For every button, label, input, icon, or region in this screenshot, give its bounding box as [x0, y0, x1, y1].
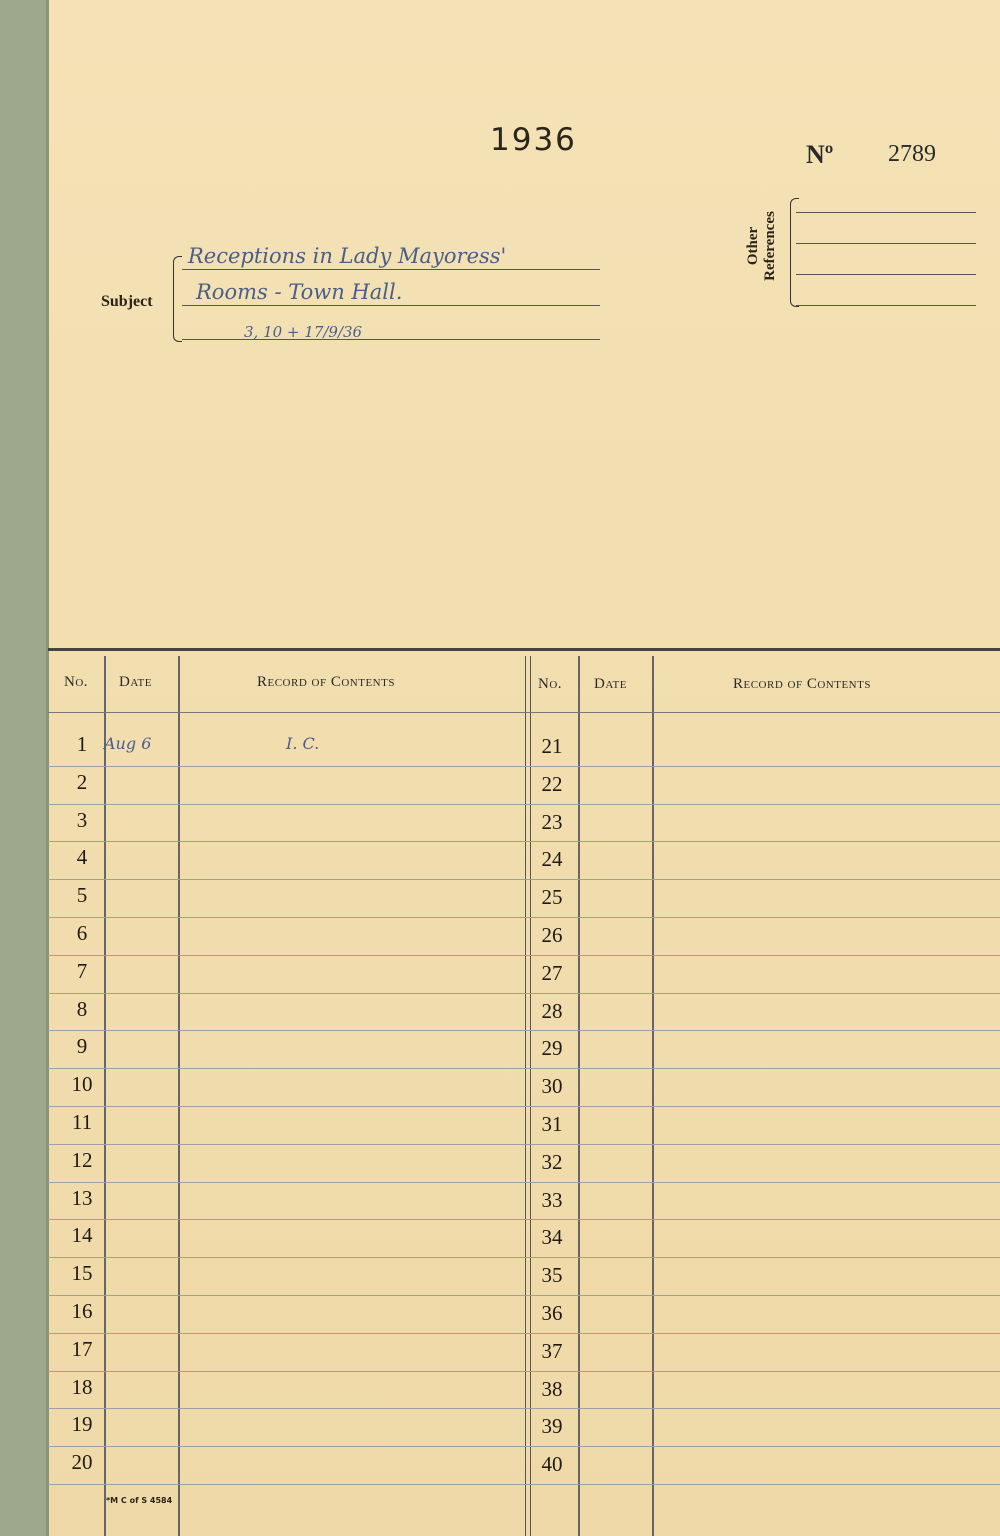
other-references-brace	[790, 198, 799, 307]
header-record-right: Record of Contents	[733, 676, 871, 692]
row-number-left: 8	[76, 997, 88, 1021]
subject-line-1	[182, 269, 600, 270]
row-rule	[48, 917, 1000, 918]
printer-mark: *M C of S 4584	[106, 1496, 173, 1505]
row-number-right: 25	[541, 885, 563, 909]
row-number-right: 38	[541, 1377, 563, 1401]
table-top-rule	[48, 648, 1000, 651]
row-number-left: 13	[71, 1186, 93, 1210]
row-rule	[48, 1068, 1000, 1069]
row-rule	[48, 1446, 1000, 1447]
col-divider-date-record-right	[652, 656, 654, 1536]
subject-line-2	[182, 305, 600, 306]
reference-line-2	[796, 243, 976, 244]
row-rule	[48, 993, 1000, 994]
file-number-value: 2789	[888, 141, 936, 167]
row-rule	[48, 1030, 1000, 1031]
row-number-left: 16	[71, 1299, 93, 1323]
header-rule	[48, 712, 1000, 713]
row-number-right: 24	[541, 847, 563, 871]
row-rule	[48, 955, 1000, 956]
reference-line-3	[796, 274, 976, 275]
row-rule	[48, 1182, 1000, 1183]
row-number-right: 31	[541, 1112, 563, 1136]
row-number-right: 36	[541, 1301, 563, 1325]
entry-1-date: Aug 6	[104, 734, 152, 753]
row-number-right: 35	[541, 1263, 563, 1287]
file-number-label: Nº	[806, 140, 834, 169]
row-rule	[48, 1484, 1000, 1485]
row-number-left: 10	[71, 1072, 93, 1096]
row-number-right: 37	[541, 1339, 563, 1363]
row-number-left: 14	[71, 1223, 93, 1247]
row-number-left: 3	[76, 808, 88, 832]
row-number-right: 30	[541, 1074, 563, 1098]
row-number-left: 2	[76, 770, 88, 794]
row-number-left: 12	[71, 1148, 93, 1172]
row-rule	[48, 766, 1000, 767]
row-number-left: 1	[76, 732, 88, 756]
binding-spine	[0, 0, 48, 1536]
row-number-left: 18	[71, 1375, 93, 1399]
header-date-left: Date	[119, 674, 152, 690]
row-number-right: 27	[541, 961, 563, 985]
row-number-left: 11	[71, 1110, 93, 1134]
row-rule	[48, 1257, 1000, 1258]
other-references-line2: References	[762, 211, 778, 281]
row-rule	[48, 1144, 1000, 1145]
subject-text-2: Rooms - Town Hall.	[196, 280, 403, 304]
row-number-right: 22	[541, 772, 563, 796]
row-rule	[48, 804, 1000, 805]
row-number-left: 5	[76, 883, 88, 907]
row-rule	[48, 1408, 1000, 1409]
other-references-line1: Other	[745, 226, 761, 266]
row-number-right: 33	[541, 1188, 563, 1212]
row-number-right: 39	[541, 1414, 563, 1438]
row-number-right: 23	[541, 810, 563, 834]
header-record-left: Record of Contents	[257, 674, 395, 690]
row-number-right: 29	[541, 1036, 563, 1060]
entry-1-record: I. C.	[286, 734, 320, 753]
row-rule	[48, 841, 1000, 842]
row-rule	[48, 879, 1000, 880]
spine-edge	[46, 0, 49, 1536]
row-number-right: 21	[541, 734, 563, 758]
header-no-left: No.	[64, 674, 89, 690]
subject-text-3: 3, 10 + 17/9/36	[244, 323, 363, 341]
col-divider-date-record-left	[178, 656, 180, 1536]
row-number-right: 40	[541, 1452, 563, 1476]
header-date-right: Date	[594, 676, 627, 692]
row-number-right: 32	[541, 1150, 563, 1174]
reference-line-1	[796, 212, 976, 213]
row-number-left: 7	[76, 959, 88, 983]
subject-label: Subject	[101, 293, 153, 310]
row-number-left: 4	[76, 845, 88, 869]
header-no-right: No.	[538, 676, 563, 692]
subject-text-1: Receptions in Lady Mayoress'	[188, 244, 507, 268]
row-number-left: 6	[76, 921, 88, 945]
row-rule	[48, 1333, 1000, 1334]
row-rule	[48, 1106, 1000, 1107]
subject-brace	[173, 256, 182, 342]
row-rule	[48, 1295, 1000, 1296]
row-number-left: 9	[76, 1034, 88, 1058]
file-year: 1936	[490, 122, 577, 158]
row-number-right: 28	[541, 999, 563, 1023]
row-number-left: 19	[71, 1412, 93, 1436]
row-rule	[48, 1219, 1000, 1220]
row-rule	[48, 1371, 1000, 1372]
row-number-right: 26	[541, 923, 563, 947]
other-references-label	[745, 190, 779, 302]
row-number-left: 17	[71, 1337, 93, 1361]
row-number-left: 15	[71, 1261, 93, 1285]
row-number-left: 20	[71, 1450, 93, 1474]
reference-line-4	[796, 305, 976, 306]
row-number-right: 34	[541, 1225, 563, 1249]
